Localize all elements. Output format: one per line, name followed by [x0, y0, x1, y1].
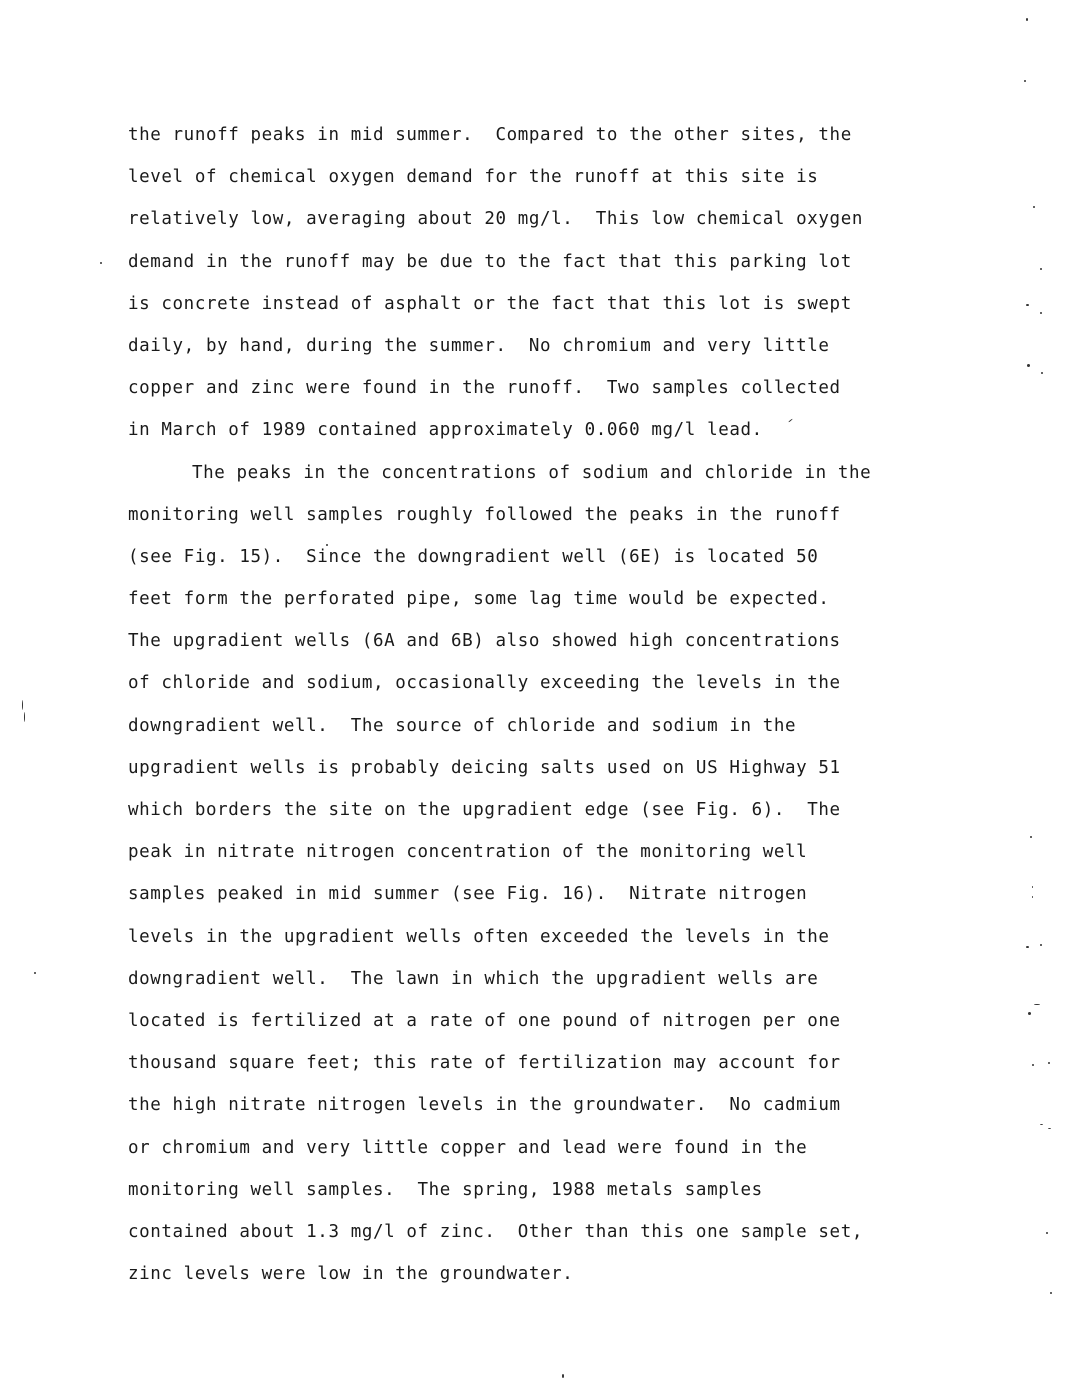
scan-speck [1024, 80, 1026, 82]
text-line: level of chemical oxygen demand for the runoff at this site is [128, 167, 819, 188]
text-line: the runoff peaks in mid summer. Compared to the other sites, the [128, 125, 852, 145]
paragraph-first-line: The peaks in the concentrations of sodium and chloride in the [192, 462, 872, 483]
scan-speck [326, 544, 328, 546]
scan-speck [1026, 304, 1029, 306]
scan-speck [1050, 1292, 1052, 1294]
scan-speck [1034, 1004, 1040, 1005]
scan-speck [1026, 946, 1029, 948]
scan-speck [1040, 1124, 1043, 1125]
text-line: thousand square feet; this rate of fertilization may account for [128, 1053, 841, 1074]
text-line: is concrete instead of asphalt or the fact that this lot is swept [128, 293, 852, 314]
text-line: levels in the upgradient wells often exceeded the levels in the [128, 926, 830, 947]
scan-speck [1026, 18, 1028, 21]
text-line: feet form the perforated pipe, some lag time would be expected. [128, 589, 830, 610]
text-line: or chromium and very little copper and lead were found in the [128, 1137, 808, 1158]
scan-speck [1032, 896, 1033, 898]
text-line: samples peaked in mid summer (see Fig. 16). Nitrate nitrogen [128, 884, 808, 905]
scan-speck [1041, 372, 1043, 374]
scan-speck [1033, 206, 1035, 208]
text-line: copper and zinc were found in the runoff. Two samples collected [128, 378, 841, 399]
text-line: (see Fig. 15). Since the downgradient well (6E) is located 50 [128, 546, 819, 567]
scan-speck [1027, 364, 1030, 367]
scan-speck [1032, 886, 1033, 888]
text-line: of chloride and sodium, occasionally exceeding the levels in the [128, 673, 841, 694]
text-line: downgradient well. The lawn in which the upgradient wells are [128, 968, 819, 989]
text-line: the high nitrate nitrogen levels in the groundwater. No cadmium [128, 1095, 841, 1116]
text-line: in March of 1989 contained approximately 0.060 mg/l lead. [128, 420, 763, 441]
scan-speck [1030, 836, 1032, 838]
scan-speck [22, 700, 23, 710]
text-line: The upgradient wells (6A and 6B) also showed high concentrations [128, 631, 841, 652]
text-line: monitoring well samples roughly followed the peaks in the runoff [128, 504, 841, 525]
scan-speck [100, 262, 102, 264]
text-line: downgradient well. The source of chloride and sodium in the [128, 715, 797, 736]
text-line: demand in the runoff may be due to the fact that this parking lot [128, 251, 852, 272]
scan-speck [1048, 1062, 1050, 1064]
text-line: peak in nitrate nitrogen concentration of the monitoring well [128, 842, 808, 863]
scan-speck [1032, 1064, 1034, 1066]
scan-speck [1040, 944, 1042, 946]
scan-speck [1046, 1232, 1048, 1234]
body-text [128, 114, 988, 1295]
text-line: upgradient wells is probably deicing salts used on US Highway 51 [128, 757, 841, 778]
text-line: relatively low, averaging about 20 mg/l. This low chemical oxygen [128, 209, 863, 230]
scan-speck [1028, 1012, 1031, 1015]
text-line: which borders the site on the upgradient edge (see Fig. 6). The [128, 800, 841, 820]
scan-speck [562, 1374, 564, 1378]
scan-speck [24, 712, 25, 722]
scan-speck [1040, 312, 1042, 314]
text-line: located is fertilized at a rate of one pound of nitrogen per one [128, 1010, 841, 1031]
scan-speck [1048, 1128, 1051, 1129]
text-line: zinc levels were low in the groundwater. [128, 1264, 574, 1285]
text-line: daily, by hand, during the summer. No chromium and very little [128, 335, 830, 356]
text-line: contained about 1.3 mg/l of zinc. Other than this one sample set, [128, 1221, 863, 1242]
scan-speck [1040, 268, 1042, 270]
text-line: monitoring well samples. The spring, 1988 metals samples [128, 1179, 763, 1200]
scan-speck [34, 972, 36, 974]
